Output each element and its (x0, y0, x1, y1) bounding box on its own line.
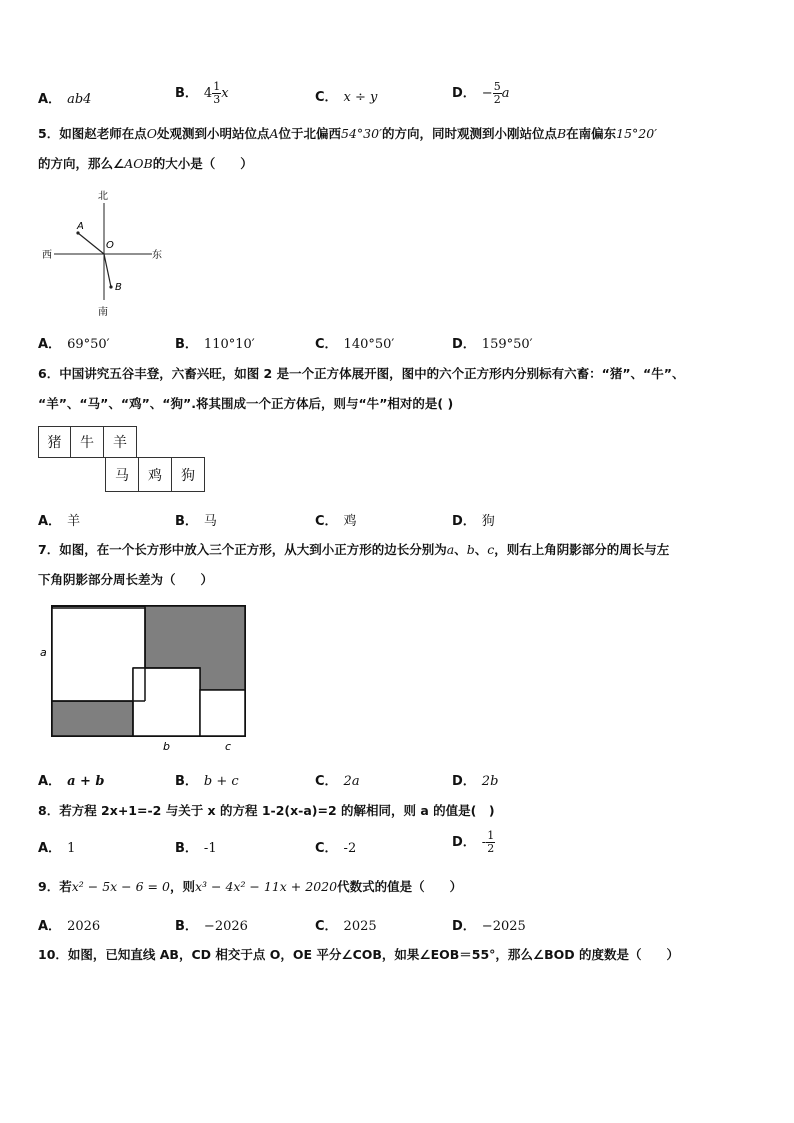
stem-text: 的方向，那么∠ (38, 156, 125, 171)
question-number: 7． (38, 542, 60, 557)
q9-option-c[interactable] (315, 915, 377, 934)
option-label: C． (315, 841, 338, 856)
q9-option-b[interactable] (175, 915, 248, 934)
option-value: 2025 (343, 919, 377, 934)
option-label: C． (315, 90, 338, 105)
option-fraction (486, 830, 495, 855)
west-label: 西 (42, 250, 52, 261)
side-a-label: a (40, 646, 47, 659)
option-label: D． (452, 774, 476, 789)
option-label: B． (175, 919, 198, 934)
q8-stem (38, 802, 764, 820)
option-value: 2a (343, 774, 360, 789)
q4-options (38, 80, 758, 110)
option-label: A． (38, 337, 62, 352)
q6-option-b[interactable] (175, 510, 217, 529)
option-value: 140°50′ (343, 337, 395, 352)
q6-stem-line2 (38, 395, 764, 413)
q7-options (38, 770, 758, 792)
q5-stem-line2 (38, 155, 764, 173)
square-c (200, 690, 245, 736)
math-var: AOB (124, 156, 153, 171)
option-label: A． (38, 514, 62, 529)
stem-text: 、 (474, 542, 488, 557)
option-value: b + c (203, 774, 239, 789)
q5-options (38, 333, 758, 355)
stem-text: 如图，在一个长方形中放入三个正方形，从大到小正方形的边长分别为 (59, 542, 447, 557)
q5-option-a[interactable] (38, 333, 110, 352)
stem-text: 下角阴影部分周长差为（ ） (38, 572, 214, 587)
option-label: D． (452, 835, 476, 850)
q4-option-c[interactable] (315, 86, 377, 105)
option-label: B． (175, 514, 198, 529)
option-value: 狗 (481, 514, 495, 529)
stem-text: 若方程 2x+1=-2 与关于 x 的方程 1-2(x-a)=2 的解相同，则 a 的值是( ) (59, 803, 495, 818)
math-var: c (487, 542, 495, 557)
option-value: 159°50′ (481, 337, 533, 352)
fraction-denominator: 2 (493, 93, 501, 106)
question-number: 6． (38, 366, 60, 381)
q7-option-c[interactable] (315, 770, 360, 789)
net-cell-horse: 马 (105, 457, 139, 492)
option-label: C． (315, 514, 338, 529)
ray-oa (78, 233, 104, 254)
option-value: 鸡 (343, 514, 357, 529)
stem-text: 如图赵老师在点 (59, 126, 147, 141)
math-expression: x³ − 4x² − 11x + 2020 (194, 879, 338, 894)
q7-rectangle-diagram (36, 600, 256, 755)
option-label: C． (315, 337, 338, 352)
q5-option-c[interactable] (315, 333, 394, 352)
point-b-dot (109, 285, 112, 288)
option-fraction (212, 81, 221, 106)
option-value: 马 (203, 514, 217, 529)
option-value: 69°50′ (67, 337, 110, 352)
math-var: A (269, 126, 279, 141)
option-label: D． (452, 86, 476, 101)
q5-option-d[interactable] (452, 333, 533, 352)
stem-text: ，则 (169, 879, 195, 894)
point-b-label: B (115, 282, 122, 293)
fraction-numerator: 5 (493, 80, 501, 93)
fraction-denominator: 2 (487, 842, 495, 855)
q7-stem-line1 (38, 541, 764, 559)
option-label: B． (175, 337, 198, 352)
q8-option-d[interactable] (452, 830, 495, 855)
option-value: -1 (203, 841, 217, 856)
option-value: ab4 (67, 92, 92, 107)
option-value: −2026 (203, 919, 248, 934)
q7-stem-line2 (38, 571, 764, 589)
q8-option-b[interactable] (175, 837, 217, 856)
q9-option-d[interactable] (452, 915, 526, 934)
q10-stem (38, 946, 764, 964)
stem-text: 中国讲究五谷丰登，六畜兴旺，如图 2 是一个正方体展开图，图中的六个正方形内分别标有六畜：“猪”、“牛”、 (59, 366, 685, 381)
question-number: 10． (38, 947, 68, 962)
option-variable: a (501, 86, 510, 101)
option-value: 羊 (67, 514, 81, 529)
q8-option-a[interactable] (38, 837, 75, 856)
option-label: B． (175, 86, 198, 101)
q4-option-d[interactable] (452, 81, 509, 106)
question-number: 5． (38, 126, 60, 141)
point-a-label: A (77, 221, 84, 232)
net-cell-ox: 牛 (70, 426, 104, 458)
side-b-label: b (163, 740, 170, 753)
q5-stem-line1 (38, 125, 764, 143)
option-label: A． (38, 841, 62, 856)
option-value: 2b (481, 774, 499, 789)
math-equation: x² − 5x − 6 = 0 (71, 879, 170, 894)
option-value: 110°10′ (203, 337, 255, 352)
stem-text: “羊”、“马”、“鸡”、“狗”.将其围成一个正方体后，则与“牛”相对的是( ) (38, 396, 454, 411)
fraction-denominator: 3 (213, 93, 221, 106)
net-cell-sheep: 羊 (103, 426, 137, 458)
q9-options (38, 915, 758, 937)
east-label: 东 (152, 250, 162, 261)
q7-option-d[interactable] (452, 770, 498, 789)
option-label: A． (38, 774, 62, 789)
q6-option-a[interactable] (38, 510, 80, 529)
option-variable: x (221, 86, 229, 101)
option-value: −2025 (481, 919, 526, 934)
math-angle: 15°20′ (616, 126, 658, 141)
q5-compass-diagram (38, 185, 178, 320)
option-value: a + b (67, 774, 105, 789)
stem-text: 如图，已知直线 AB，CD 相交于点 O，OE 平分∠COB，如果∠EOB＝55°，那么∠BOD 的度数是（ ） (67, 947, 680, 962)
q8-options (38, 829, 758, 859)
option-label: C． (315, 919, 338, 934)
option-label: B． (175, 841, 198, 856)
q5-option-b[interactable] (175, 333, 255, 352)
option-label: D． (452, 514, 476, 529)
math-var: a (446, 542, 455, 557)
q7-option-a[interactable] (38, 770, 105, 789)
option-sign: − (481, 86, 493, 101)
option-value: -2 (343, 841, 357, 856)
option-label: D． (452, 337, 476, 352)
side-c-label: c (225, 740, 232, 753)
option-whole: 4 (203, 86, 213, 101)
option-label: C． (315, 774, 338, 789)
q7-option-b[interactable] (175, 770, 239, 789)
option-label: A． (38, 919, 62, 934)
stem-text: 若 (59, 879, 72, 894)
net-cell-pig: 猪 (38, 426, 71, 458)
q6-option-c[interactable] (315, 510, 357, 529)
option-fraction (493, 81, 502, 106)
math-var: O (146, 126, 157, 141)
option-label: A． (38, 92, 62, 107)
option-label: B． (175, 774, 198, 789)
overlap-fill (133, 668, 145, 701)
math-var: B (556, 126, 567, 141)
q8-option-c[interactable] (315, 837, 356, 856)
stem-text: 、 (454, 542, 467, 557)
option-value: x ÷ y (343, 90, 378, 105)
q9-stem (38, 878, 764, 896)
math-var: b (466, 542, 475, 557)
question-number: 9． (38, 879, 60, 894)
square-a (52, 608, 145, 701)
q6-option-d[interactable] (452, 510, 495, 529)
south-label: 南 (98, 307, 108, 318)
shaded-bottom-left (52, 701, 133, 736)
point-o-label: O (106, 240, 114, 251)
q9-option-a[interactable] (38, 915, 100, 934)
ray-ob (104, 254, 111, 287)
stem-text: 位于北偏西 (278, 126, 342, 141)
q4-option-b[interactable] (175, 81, 229, 106)
question-number: 8． (38, 803, 60, 818)
option-value: 2026 (67, 919, 101, 934)
q4-option-a[interactable] (38, 88, 91, 107)
stem-text: 代数式的值是（ ） (337, 879, 463, 894)
option-label: D． (452, 919, 476, 934)
stem-text: 在南偏东 (566, 126, 617, 141)
option-sign: - (481, 835, 487, 850)
net-cell-chicken: 鸡 (138, 457, 172, 492)
north-label: 北 (98, 191, 108, 202)
math-angle: 54°30′ (341, 126, 382, 141)
q6-cube-net (38, 426, 208, 494)
net-cell-dog: 狗 (171, 457, 205, 492)
stem-text: 的大小是（ ） (152, 156, 253, 171)
q6-stem-line1 (38, 365, 764, 383)
fraction-numerator: 1 (487, 829, 495, 842)
q6-options (38, 510, 758, 532)
option-value: 1 (67, 841, 76, 856)
stem-text: 处观测到小明站位点 (156, 126, 270, 141)
fraction-numerator: 1 (213, 80, 221, 93)
stem-text: 的方向，同时观测到小刚站位点 (381, 126, 557, 141)
stem-text: ，则右上角阴影部分的周长与左 (494, 542, 670, 557)
